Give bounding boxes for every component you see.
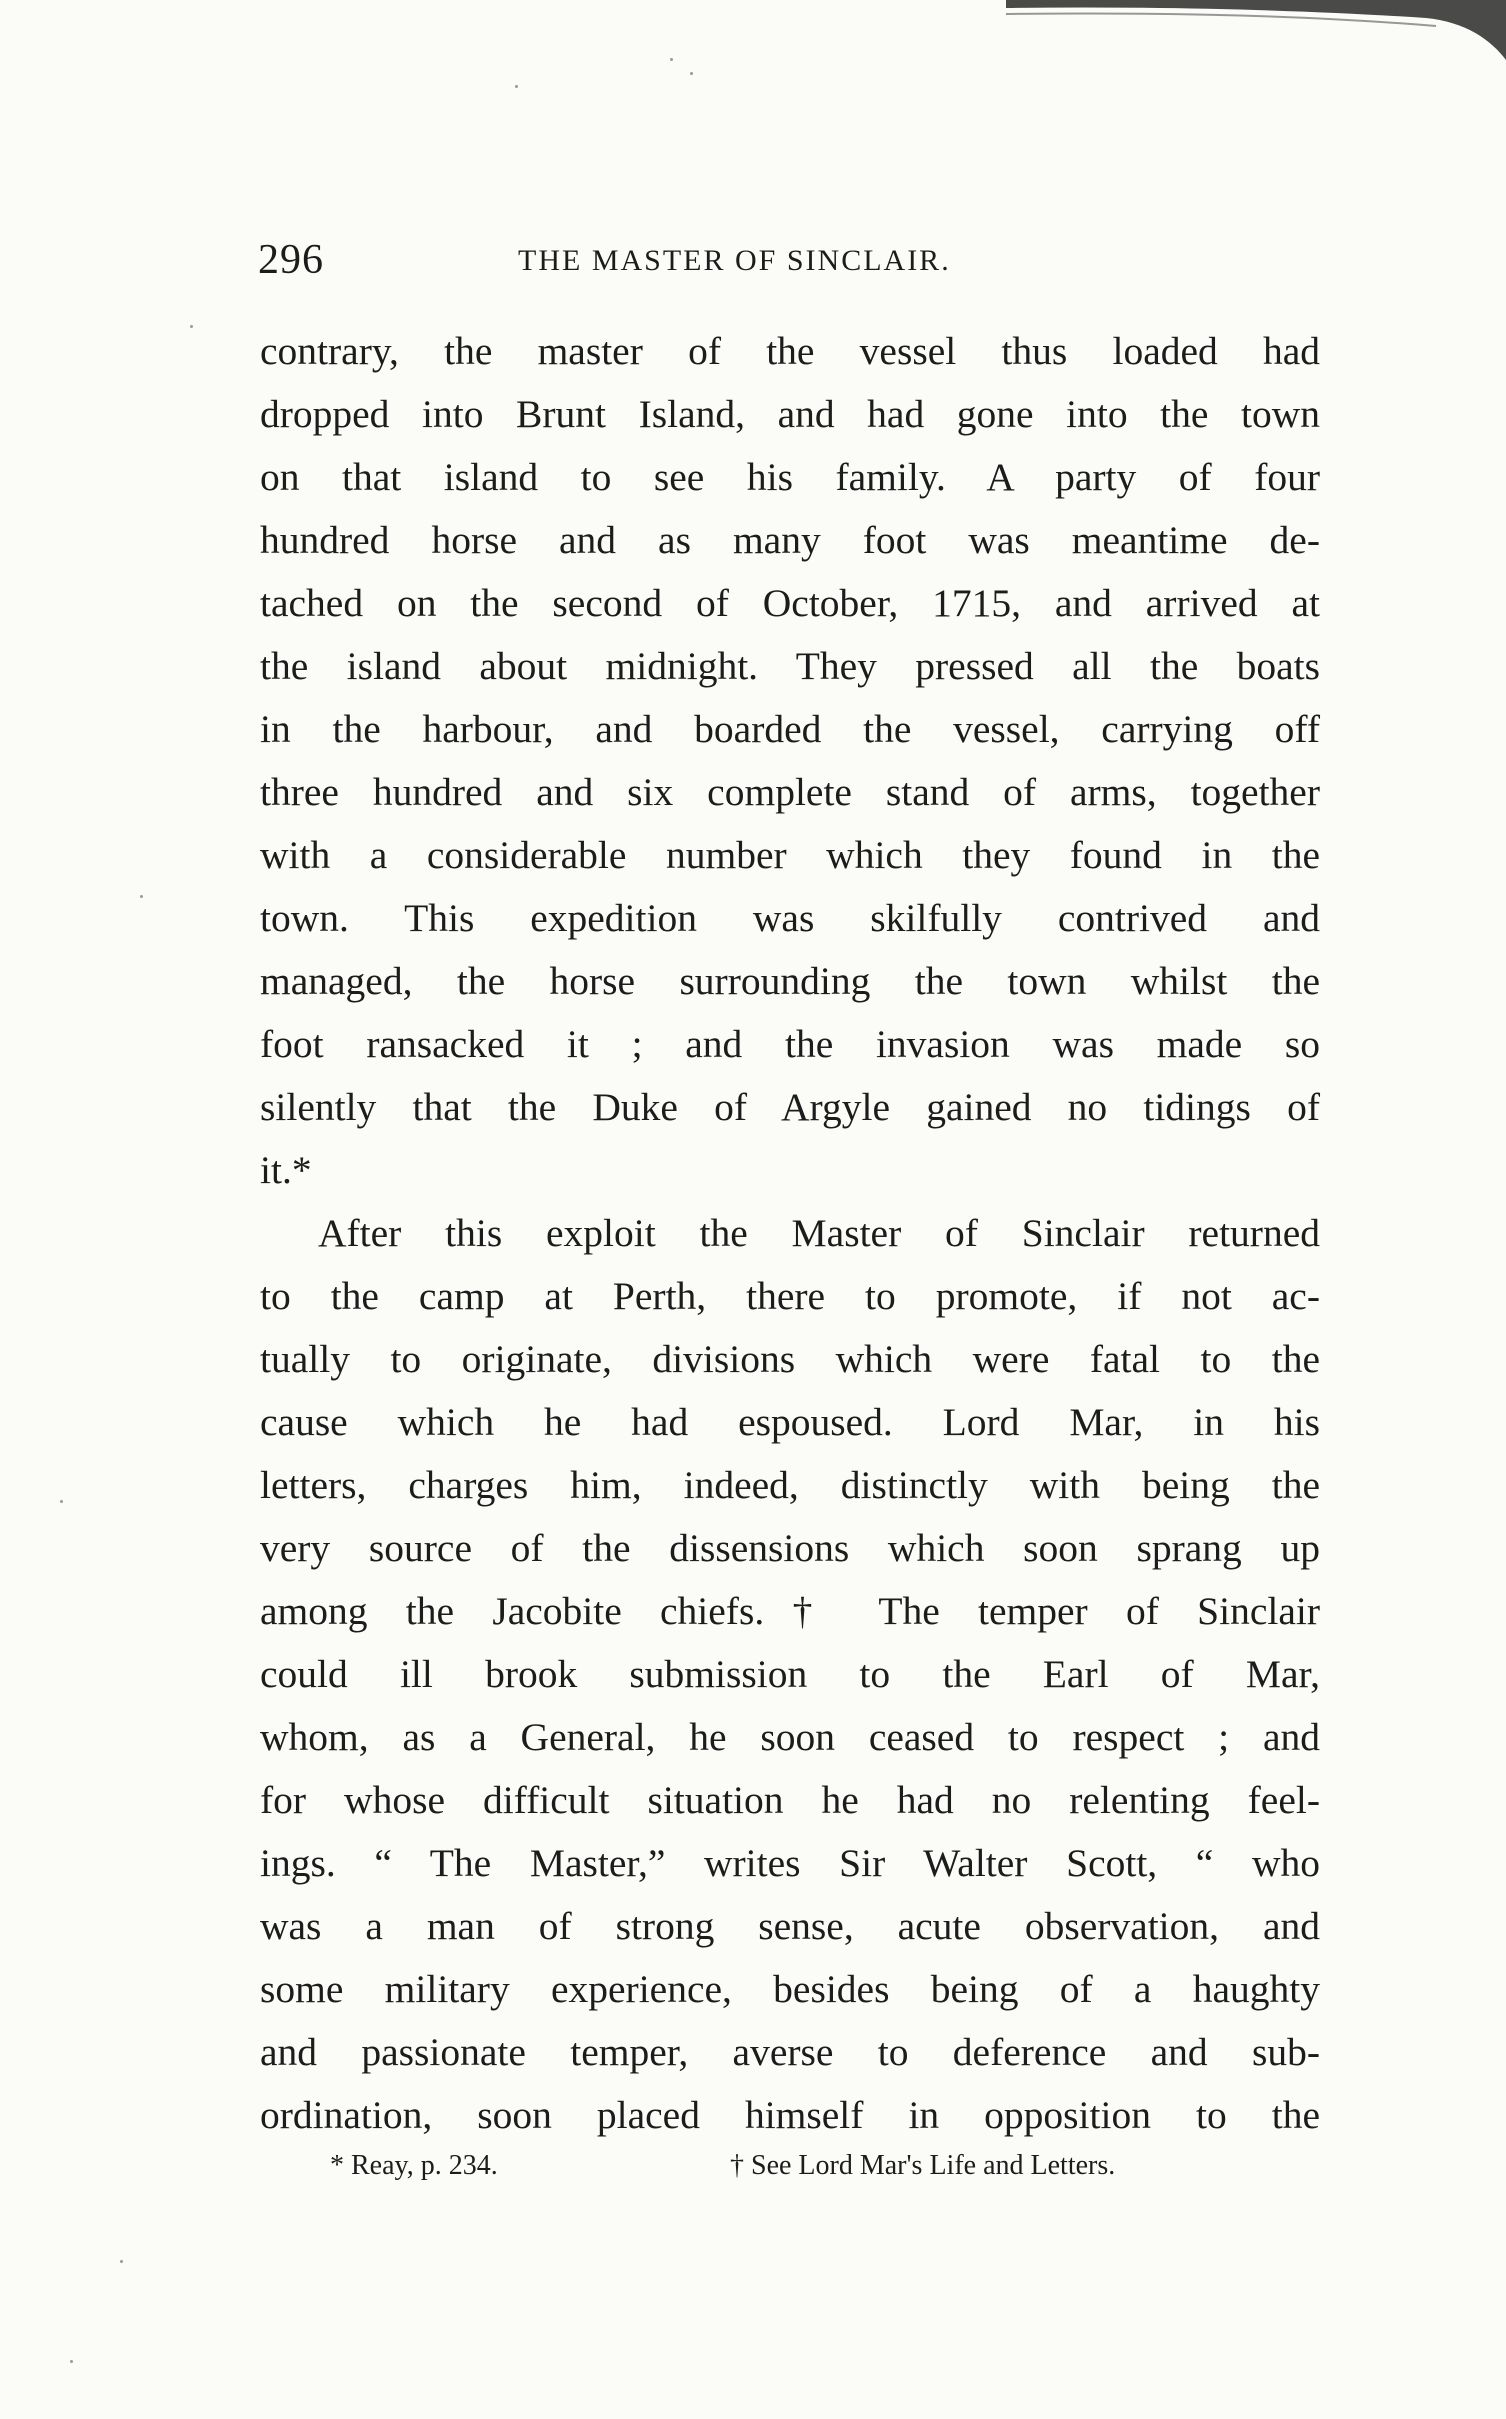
page-number: 296 [258, 237, 324, 283]
text-line: contrary, the master of the vessel thus loaded had [260, 329, 1320, 373]
text-line: ings. “ The Master,” writes Sir Walter Scott, “ who [260, 1841, 1320, 1885]
paragraph [260, 1202, 1320, 2147]
text-line: three hundred and six complete stand of arms, together [260, 770, 1320, 814]
footnotes [330, 2150, 1330, 2200]
text-line: tached on the second of October, 1715, and arrived at [260, 581, 1320, 625]
body-text [260, 320, 1320, 2147]
footnote: * Reay, p. 234. [330, 2150, 498, 2181]
text-line: could ill brook submission to the Earl of Mar, [260, 1652, 1320, 1696]
text-line: it.* [260, 1148, 312, 1192]
text-line: among the Jacobite chiefs.† The temper of Sinclair [260, 1589, 1320, 1633]
scan-speck [515, 85, 518, 88]
text-line: letters, charges him, indeed, distinctly with being the [260, 1463, 1320, 1507]
text-line: for whose difficult situation he had no relenting feel- [260, 1778, 1320, 1822]
paragraph [260, 320, 1320, 1202]
text-line: and passionate temper, averse to deference and sub- [260, 2030, 1320, 2074]
text-line: ordination, soon placed himself in opposition to the [260, 2093, 1320, 2137]
text-line: dropped into Brunt Island, and had gone into the town [260, 392, 1320, 436]
footnote: † See Lord Mar's Life and Letters. [730, 2150, 1116, 2181]
scan-speck [670, 58, 673, 61]
text-line: with a considerable number which they found in the [260, 833, 1320, 877]
scan-speck [140, 895, 143, 898]
scan-speck [120, 2260, 123, 2263]
text-line: the island about midnight. They pressed all the boats [260, 644, 1320, 688]
text-line: After this exploit the Master of Sinclair returned [318, 1211, 1320, 1255]
scan-speck [60, 1500, 63, 1503]
text-line: very source of the dissensions which soon sprang up [260, 1526, 1320, 1570]
running-title: THE MASTER OF SINCLAIR. [518, 244, 951, 277]
scan-speck [690, 72, 693, 75]
text-line: hundred horse and as many foot was meantime de- [260, 518, 1320, 562]
text-line: tually to originate, divisions which were fatal to the [260, 1337, 1320, 1381]
text-line: was a man of strong sense, acute observation, and [260, 1904, 1320, 1948]
text-line: whom, as a General, he soon ceased to respect ; and [260, 1715, 1320, 1759]
text-line: town. This expedition was skilfully contrived and [260, 896, 1320, 940]
text-line: foot ransacked it ; and the invasion was made so [260, 1022, 1320, 1066]
page-header [258, 236, 1328, 296]
text-line: in the harbour, and boarded the vessel, carrying off [260, 707, 1320, 751]
text-line: managed, the horse surrounding the town whilst the [260, 959, 1320, 1003]
scan-speck [190, 325, 193, 328]
text-line: silently that the Duke of Argyle gained no tidings of [260, 1085, 1320, 1129]
text-line: cause which he had espoused. Lord Mar, in his [260, 1400, 1320, 1444]
text-line: some military experience, besides being of a haughty [260, 1967, 1320, 2011]
text-line: on that island to see his family. A party of four [260, 455, 1320, 499]
scan-speck [70, 2360, 73, 2363]
scan-edge-shadow [1006, 0, 1506, 90]
text-line: to the camp at Perth, there to promote, if not ac- [260, 1274, 1320, 1318]
